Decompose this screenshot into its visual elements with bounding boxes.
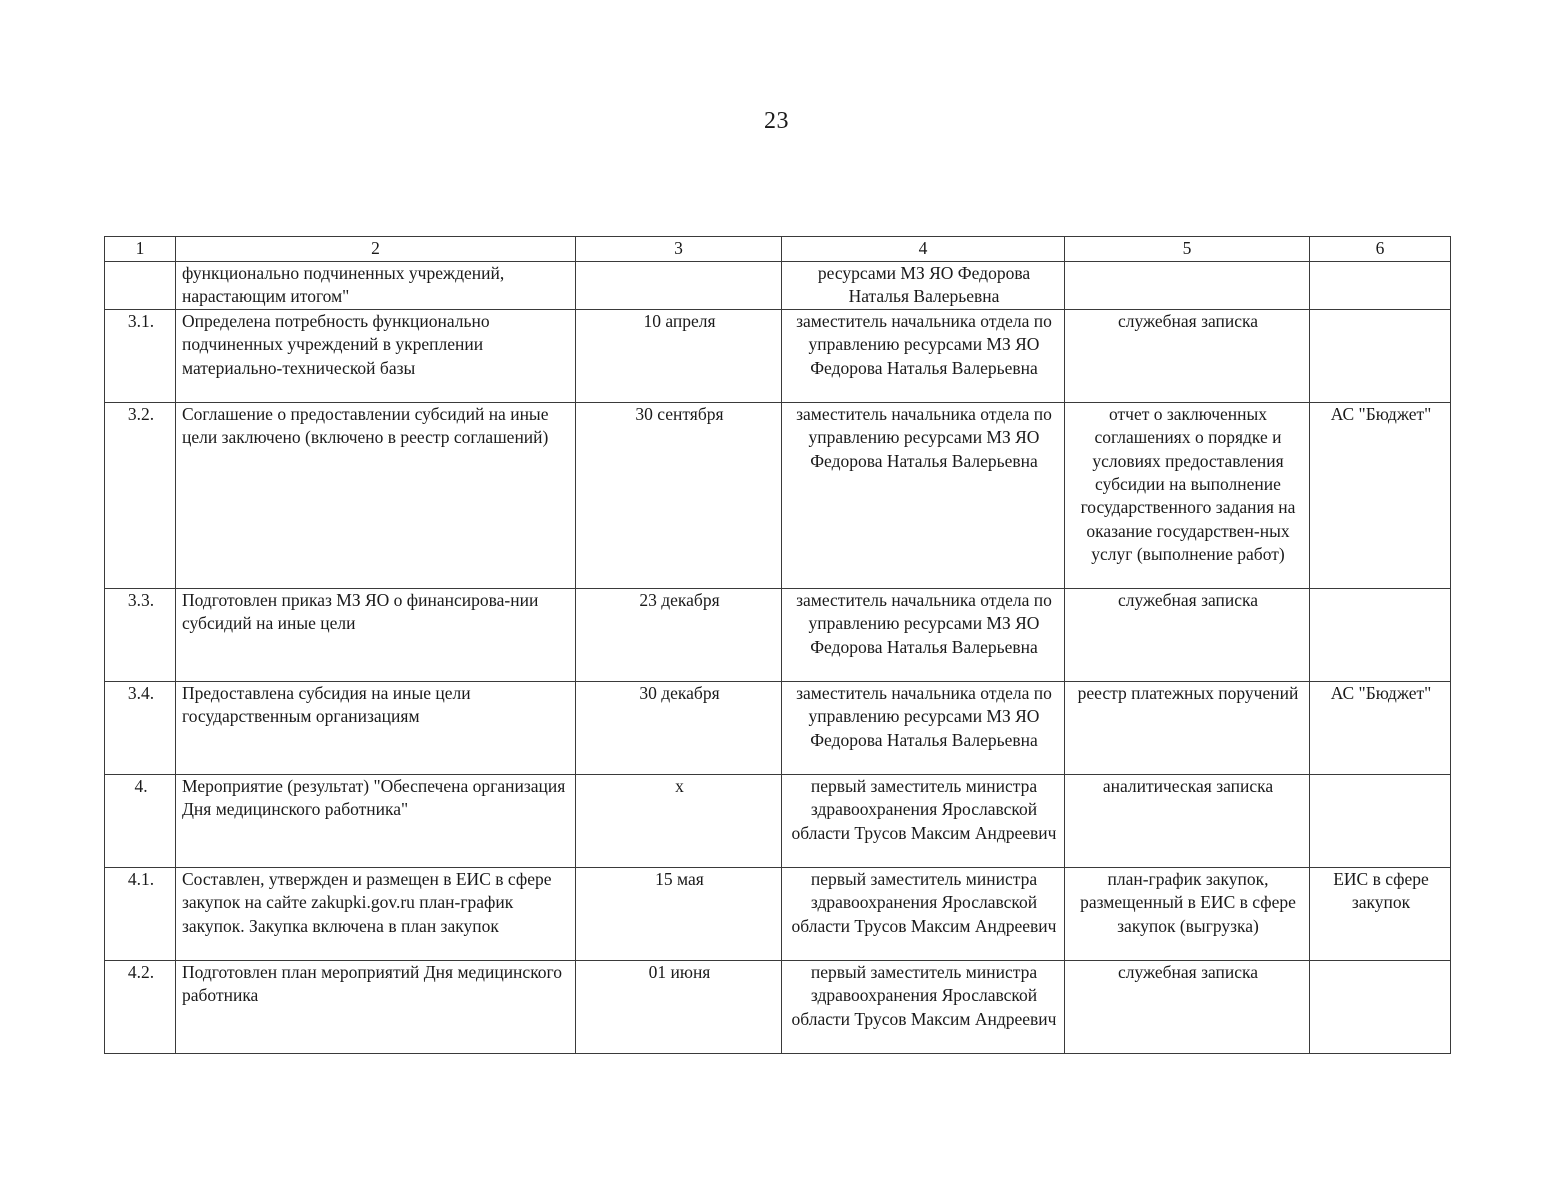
row-number: 4. <box>105 774 176 867</box>
plan-table <box>104 236 1451 1054</box>
row-description: функционально подчиненных учреждений, нарастающим итогом" <box>176 262 576 310</box>
row-description: Подготовлен приказ МЗ ЯО о финансирова-нии субсидий на иные цели <box>176 588 576 681</box>
table-row <box>105 402 1451 588</box>
row-description: Определена потребность функционально подчиненных учреждений в укреплении материально-технической базы <box>176 309 576 402</box>
row-number: 3.4. <box>105 681 176 774</box>
row-responsible: первый заместитель министра здравоохранения Ярославской области Трусов Максим Андреевич <box>782 960 1065 1053</box>
column-header: 4 <box>782 237 1065 262</box>
row-responsible: первый заместитель министра здравоохранения Ярославской области Трусов Максим Андреевич <box>782 774 1065 867</box>
table-row <box>105 588 1451 681</box>
row-date: х <box>576 774 782 867</box>
row-description: Подготовлен план мероприятий Дня медицинского работника <box>176 960 576 1053</box>
row-system <box>1310 774 1451 867</box>
row-document: план-график закупок, размещенный в ЕИС в сфере закупок (выгрузка) <box>1065 867 1310 960</box>
row-number: 4.2. <box>105 960 176 1053</box>
row-date <box>576 262 782 310</box>
row-description: Составлен, утвержден и размещен в ЕИС в сфере закупок на сайте zakupki.gov.ru план-график закупок. Закупка включена в план закупок <box>176 867 576 960</box>
row-description: Предоставлена субсидия на иные цели государственным организациям <box>176 681 576 774</box>
row-system <box>1310 262 1451 310</box>
table-row <box>105 960 1451 1053</box>
row-responsible: заместитель начальника отдела по управлению ресурсами МЗ ЯО Федорова Наталья Валерьевна <box>782 588 1065 681</box>
row-responsible: заместитель начальника отдела по управлению ресурсами МЗ ЯО Федорова Наталья Валерьевна <box>782 681 1065 774</box>
row-description: Мероприятие (результат) "Обеспечена организация Дня медицинского работника" <box>176 774 576 867</box>
table-row <box>105 681 1451 774</box>
column-header: 6 <box>1310 237 1451 262</box>
column-header: 1 <box>105 237 176 262</box>
row-document: служебная записка <box>1065 960 1310 1053</box>
row-system <box>1310 960 1451 1053</box>
row-responsible: заместитель начальника отдела по управлению ресурсами МЗ ЯО Федорова Наталья Валерьевна <box>782 309 1065 402</box>
row-description: Соглашение о предоставлении субсидий на иные цели заключено (включено в реестр соглашений) <box>176 402 576 588</box>
row-document <box>1065 262 1310 310</box>
row-number: 3.3. <box>105 588 176 681</box>
column-header: 5 <box>1065 237 1310 262</box>
table-row <box>105 309 1451 402</box>
row-date: 01 июня <box>576 960 782 1053</box>
table-row <box>105 262 1451 310</box>
row-responsible: заместитель начальника отдела по управлению ресурсами МЗ ЯО Федорова Наталья Валерьевна <box>782 402 1065 588</box>
column-header: 3 <box>576 237 782 262</box>
row-system: АС "Бюджет" <box>1310 402 1451 588</box>
row-system: АС "Бюджет" <box>1310 681 1451 774</box>
page-number: 23 <box>764 108 789 134</box>
row-system <box>1310 588 1451 681</box>
row-number: 3.2. <box>105 402 176 588</box>
row-document: реестр платежных поручений <box>1065 681 1310 774</box>
table-row <box>105 774 1451 867</box>
column-header: 2 <box>176 237 576 262</box>
row-date: 30 декабря <box>576 681 782 774</box>
row-document: служебная записка <box>1065 309 1310 402</box>
table-row <box>105 867 1451 960</box>
row-date: 30 сентября <box>576 402 782 588</box>
row-number: 3.1. <box>105 309 176 402</box>
row-number: 4.1. <box>105 867 176 960</box>
row-number <box>105 262 176 310</box>
row-document: аналитическая записка <box>1065 774 1310 867</box>
row-system <box>1310 309 1451 402</box>
row-document: отчет о заключенных соглашениях о порядке и условиях предоставления субсидии на выполнение государственного задания на оказание государствен-ных услуг (выполнение работ) <box>1065 402 1310 588</box>
row-document: служебная записка <box>1065 588 1310 681</box>
table-header-row <box>105 237 1451 262</box>
row-date: 23 декабря <box>576 588 782 681</box>
row-responsible: ресурсами МЗ ЯО Федорова Наталья Валерьевна <box>782 262 1065 310</box>
row-responsible: первый заместитель министра здравоохранения Ярославской области Трусов Максим Андреевич <box>782 867 1065 960</box>
row-system: ЕИС в сфере закупок <box>1310 867 1451 960</box>
row-date: 10 апреля <box>576 309 782 402</box>
row-date: 15 мая <box>576 867 782 960</box>
